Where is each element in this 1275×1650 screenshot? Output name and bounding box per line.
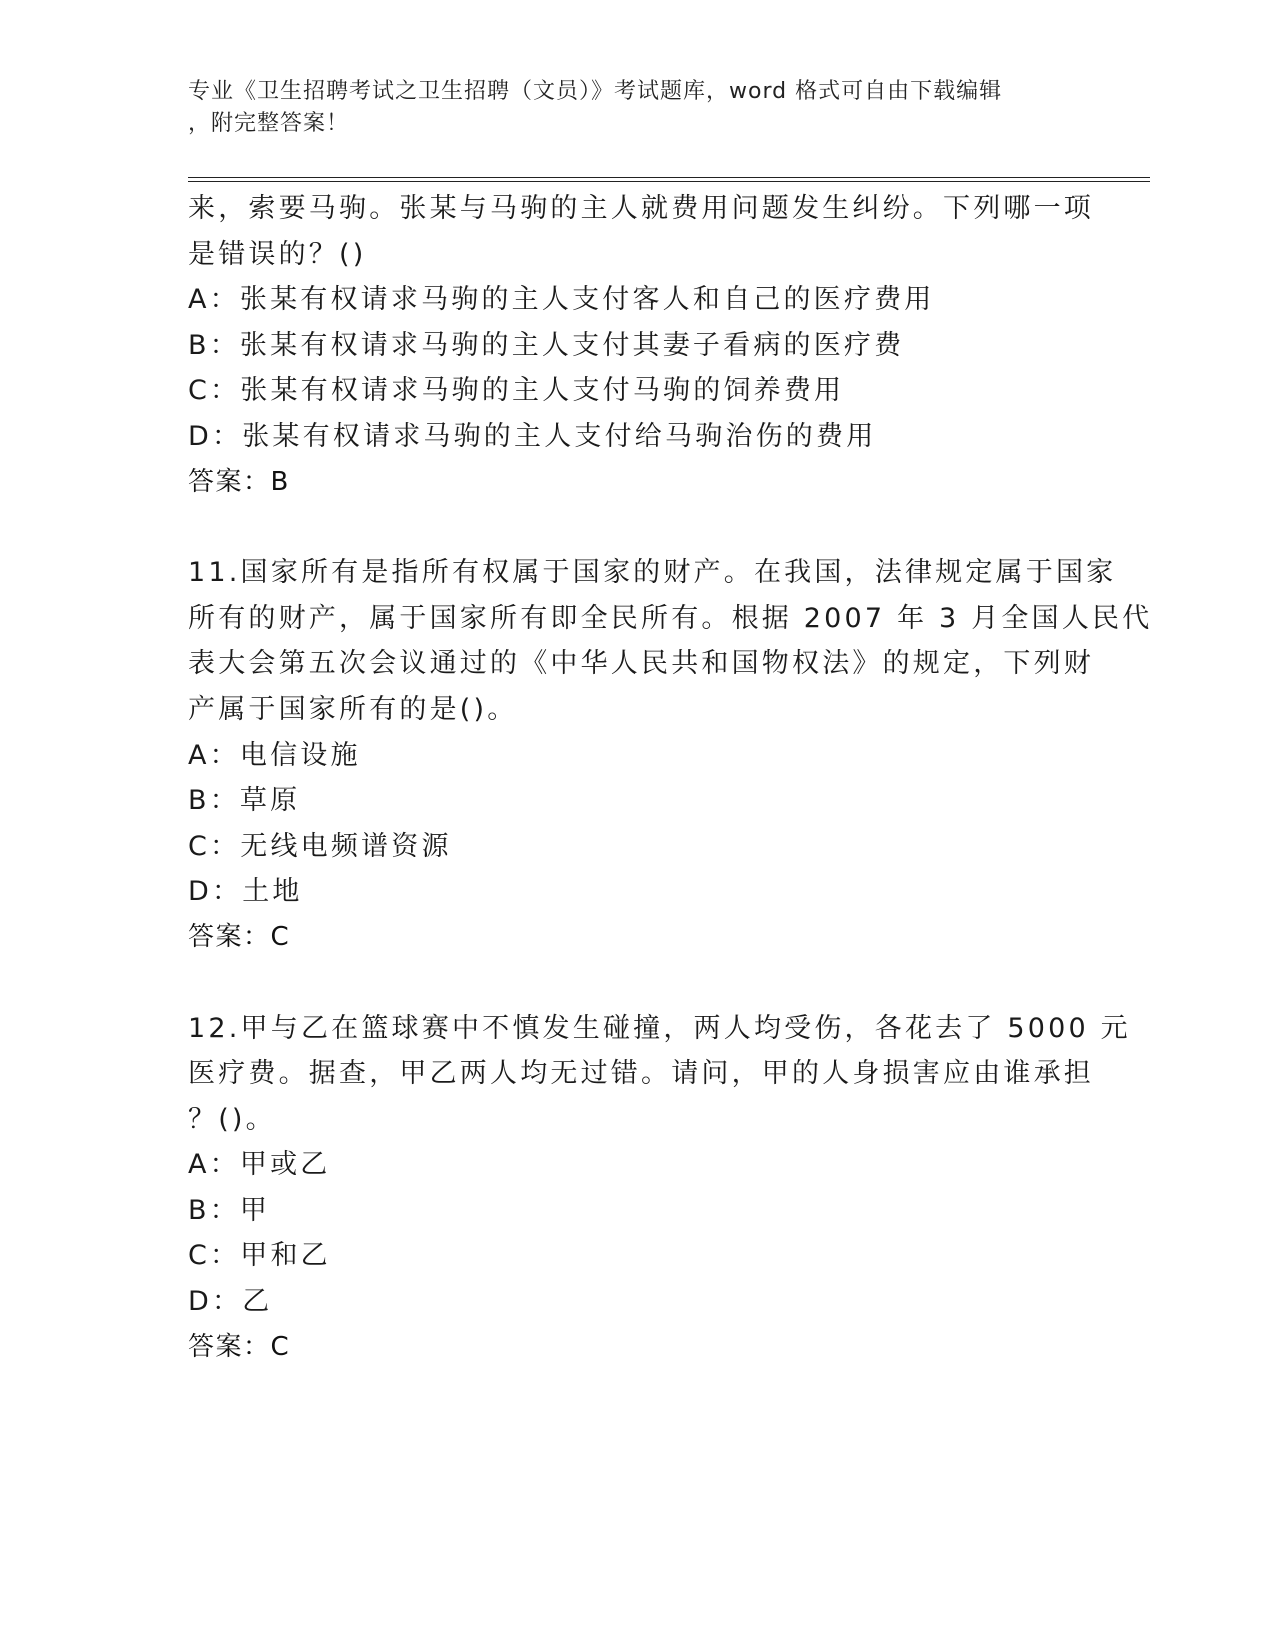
option-c: C：甲和乙 (188, 1240, 331, 1272)
question-text-line: 12.甲与乙在篮球赛中不慎发生碰撞，两人均受伤，各花去了 5000 元 (188, 1012, 1131, 1044)
header-line-2: ，附完整答案！ (188, 111, 350, 136)
question-text-line: 产属于国家所有的是()。 (188, 693, 518, 725)
question-block (188, 550, 1153, 960)
question-text-line: 11.国家所有是指所有权属于国家的财产。在我国，法律规定属于国家 (188, 557, 1117, 589)
question-list (188, 186, 1153, 1370)
answer-line: 答案：C (188, 1331, 291, 1362)
header-divider (188, 177, 1150, 178)
option-c: C：张某有权请求马驹的主人支付马驹的饲养费用 (188, 375, 845, 407)
option-a: A：张某有权请求马驹的主人支付客人和自己的医疗费用 (188, 284, 935, 316)
option-d: D：张某有权请求马驹的主人支付给马驹治伤的费用 (188, 420, 877, 452)
question-text-line: 所有的财产，属于国家所有即全民所有。根据 2007 年 3 月全国人民代 (188, 602, 1153, 634)
page-header (188, 76, 1068, 140)
option-b: B：张某有权请求马驹的主人支付其妻子看病的医疗费 (188, 329, 905, 361)
header-line-1: 专业《卫生招聘考试之卫生招聘（文员）》考试题库，word 格式可自由下载编辑 (188, 79, 1003, 104)
question-text-line: ？()。 (188, 1103, 276, 1135)
option-a: A：甲或乙 (188, 1149, 331, 1181)
answer-line: 答案：C (188, 921, 291, 952)
header-divider-inner (188, 181, 1150, 182)
option-a: A：电信设施 (188, 739, 361, 771)
option-b: B：草原 (188, 785, 301, 817)
question-text-line: 医疗费。据查，甲乙两人均无过错。请问，甲的人身损害应由谁承担 (188, 1058, 1094, 1090)
option-c: C：无线电频谱资源 (188, 830, 452, 862)
question-text-line: 表大会第五次会议通过的《中华人民共和国物权法》的规定，下列财 (188, 648, 1094, 680)
option-b: B：甲 (188, 1194, 271, 1226)
question-block (188, 1006, 1131, 1371)
option-d: D：土地 (188, 876, 303, 908)
question-block (188, 186, 1094, 505)
option-d: D：乙 (188, 1286, 273, 1318)
answer-line: 答案：B (188, 466, 290, 497)
question-text-line: 来，索要马驹。张某与马驹的主人就费用问题发生纠纷。下列哪一项 (188, 193, 1094, 224)
question-text-line: 是错误的？() (188, 238, 367, 270)
